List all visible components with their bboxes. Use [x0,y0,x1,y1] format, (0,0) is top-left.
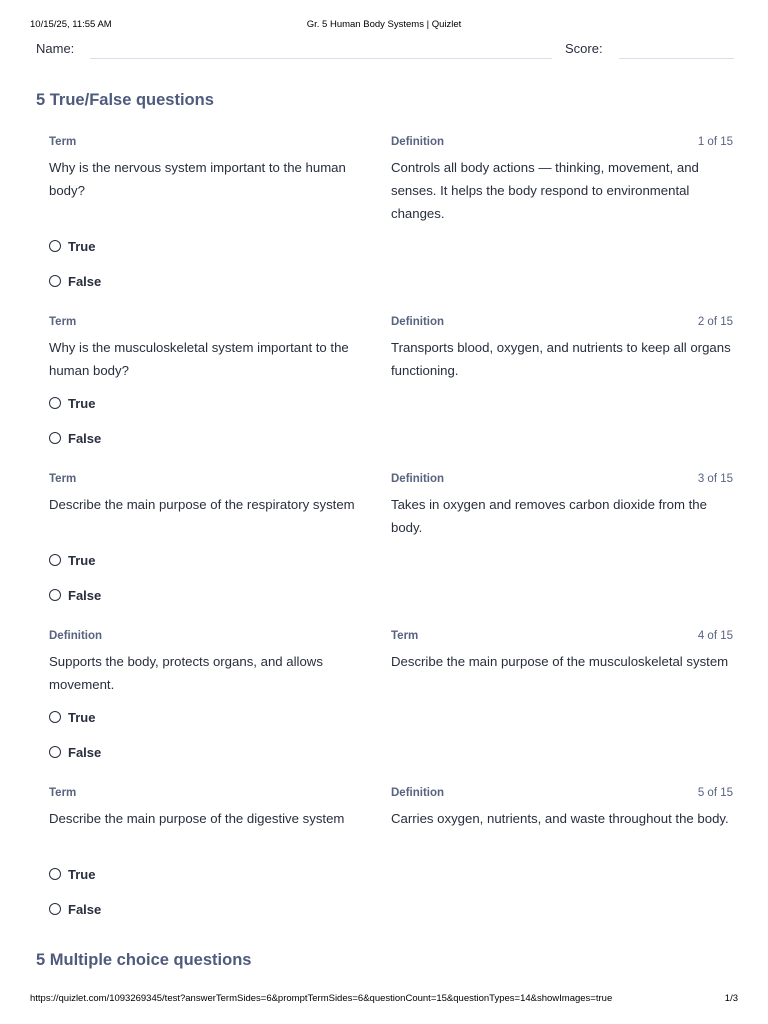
prompt-text: Why is the nervous system important to the human body? [49,160,346,198]
option-label: False [68,587,102,603]
option-label: True [68,395,96,411]
radio-icon[interactable] [49,554,61,566]
option-label: True [68,238,96,254]
option-label: True [68,866,96,882]
option-false[interactable] [49,271,101,291]
question-card [49,471,733,621]
prompt-text: Supports the body, protects organs, and allows movement. [49,654,323,692]
prompt-text: Why is the musculoskeletal system important to the human body? [49,340,349,378]
question-prompt [49,471,379,516]
score-label: Score: [565,41,603,56]
prompt-side-label: Term [49,473,77,485]
name-line [90,58,552,59]
score-line [619,58,734,59]
question-prompt [49,785,379,830]
radio-icon[interactable] [49,240,61,252]
print-datetime: 10/15/25, 11:55 AM [30,19,112,30]
prompt-side-label: Term [49,316,77,328]
radio-icon[interactable] [49,746,61,758]
option-true[interactable] [49,864,95,884]
print-footer [30,993,738,1007]
answer-text: Controls all body actions — thinking, movement, and senses. It helps the body respond to environmental changes. [391,160,699,221]
answer-side-label: Definition [391,136,445,148]
radio-icon[interactable] [49,711,61,723]
radio-icon[interactable] [49,903,61,915]
option-true[interactable] [49,236,95,256]
question-prompt [49,134,379,202]
print-header [30,19,738,33]
radio-icon[interactable] [49,868,61,880]
answer-side-label: Definition [391,787,445,799]
prompt-text: Describe the main purpose of the digestive system [49,811,345,826]
question-card [49,785,733,935]
option-false[interactable] [49,742,101,762]
question-card [49,628,733,778]
name-label: Name: [36,41,75,56]
option-true[interactable] [49,707,95,727]
answer-text: Transports blood, oxygen, and nutrients to keep all organs functioning. [391,340,731,378]
multiple-choice-section-title: 5 Multiple choice questions [36,951,252,969]
option-label: False [68,430,102,446]
answer-side-label: Term [391,630,419,642]
radio-icon[interactable] [49,275,61,287]
radio-icon[interactable] [49,432,61,444]
question-counter: 3 of 15 [697,473,733,485]
question-prompt [49,314,379,382]
prompt-text: Describe the main purpose of the respiratory system [49,497,355,512]
option-label: False [68,901,102,917]
option-true[interactable] [49,393,95,413]
option-false[interactable] [49,585,101,605]
radio-icon[interactable] [49,397,61,409]
question-answer [391,785,733,830]
prompt-side-label: Definition [49,630,103,642]
prompt-side-label: Term [49,787,77,799]
question-counter: 5 of 15 [697,787,733,799]
option-label: False [68,744,102,760]
print-page-title: Gr. 5 Human Body Systems | Quizlet [306,19,462,30]
question-counter: 1 of 15 [697,136,733,148]
question-answer [391,314,733,382]
option-false[interactable] [49,428,101,448]
question-prompt [49,628,379,696]
option-label: True [68,552,96,568]
answer-text: Takes in oxygen and removes carbon dioxide from the body. [391,497,707,535]
answer-side-label: Definition [391,473,445,485]
question-answer [391,134,733,225]
answer-text: Carries oxygen, nutrients, and waste throughout the body. [391,811,729,826]
name-score-row [36,38,733,62]
question-card [49,134,733,289]
print-url: https://quizlet.com/1093269345/test?answerTermSides=6&promptTermSides=6&questionCount=15&questionTypes=14&showImages=true [30,993,613,1004]
radio-icon[interactable] [49,589,61,601]
option-false[interactable] [49,899,101,919]
print-page-number: 1/3 [724,993,738,1004]
true-false-section-title: 5 True/False questions [36,91,214,109]
question-card [49,314,733,464]
answer-side-label: Definition [391,316,445,328]
option-label: True [68,709,96,725]
option-true[interactable] [49,550,95,570]
question-counter: 2 of 15 [697,316,733,328]
question-answer [391,628,733,673]
prompt-side-label: Term [49,136,77,148]
answer-text: Describe the main purpose of the musculoskeletal system [391,654,729,669]
option-label: False [68,273,102,289]
question-counter: 4 of 15 [697,630,733,642]
question-answer [391,471,733,539]
